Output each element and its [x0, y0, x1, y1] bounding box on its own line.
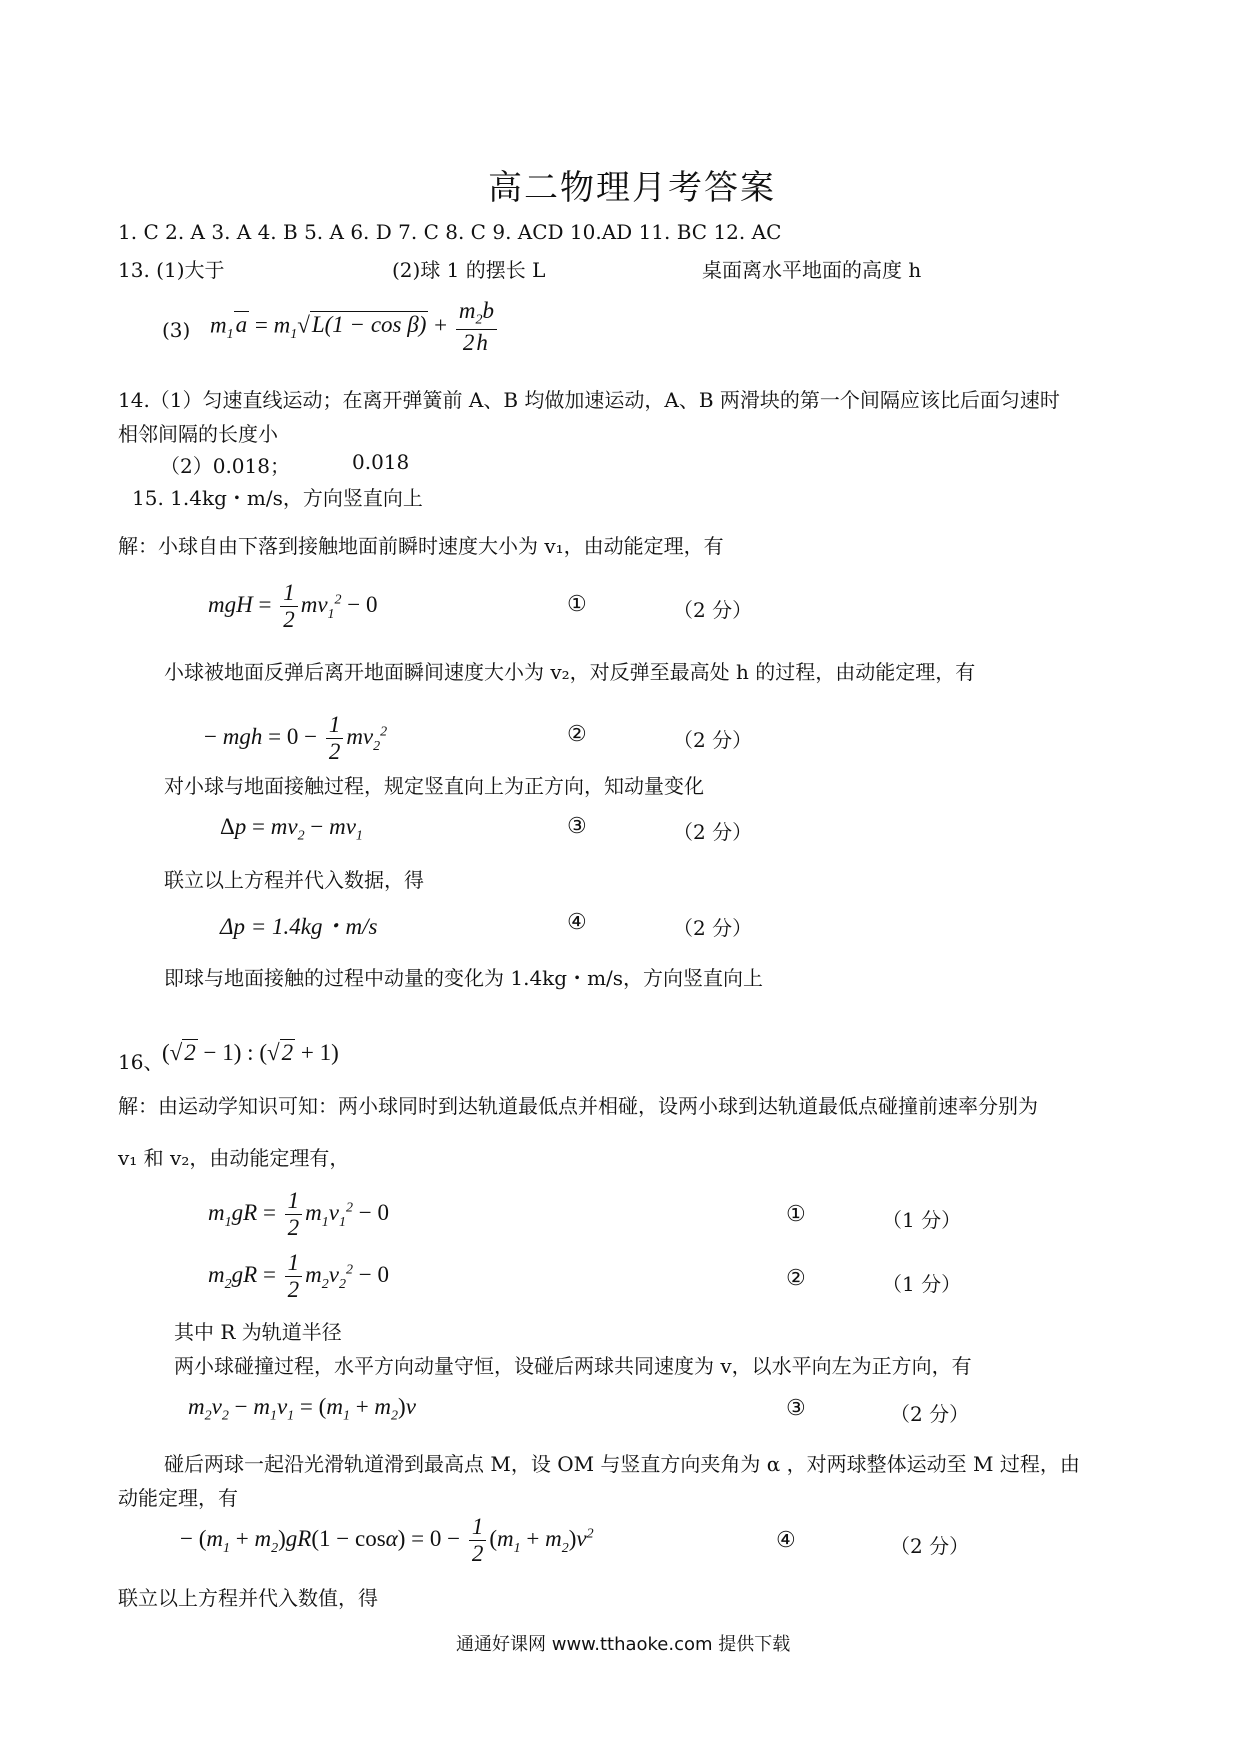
q15-mark3: ③: [567, 814, 587, 839]
q15-sol1: 解：小球自由下落到接触地面前瞬时速度大小为 v₁，由动能定理，有: [118, 534, 724, 558]
q14-line1: 14.（1）匀速直线运动；在离开弹簧前 A、B 均做加速运动，A、B 两滑块的第一个间隔应该比后面匀速时: [118, 388, 1060, 412]
q14-line3b: 0.018: [352, 450, 410, 474]
q15-conclusion: 即球与地面接触的过程中动量的变化为 1.4kg・m/s，方向竖直向上: [164, 966, 764, 990]
q15-score4: （2 分）: [673, 916, 753, 940]
q13-formula: $m_1a = m_1√L(1 - \cos \beta)$ + $\frac{m_2b}{2h}$: [210, 298, 500, 356]
q15-mark4: ④: [567, 910, 587, 935]
q15-score3: （2 分）: [673, 820, 753, 844]
q15-mark1: ①: [567, 592, 587, 617]
q16-sol6: 动能定理，有: [118, 1486, 238, 1510]
q15-answer: 15. 1.4kg・m/s，方向竖直向上: [132, 486, 423, 510]
q16-answer: (√2 − 1) : (√2 + 1): [162, 1040, 339, 1065]
q13-part3-label: (3): [162, 318, 191, 342]
q16-sol4: 两小球碰撞过程，水平方向动量守恒，设碰后两球共同速度为 v，以水平向左为正方向，有: [174, 1354, 972, 1378]
q16-sol5: 碰后两球一起沿光滑轨道滑到最高点 M，设 OM 与竖直方向夹角为 α ，对两球整体运动至 M 过程，由: [164, 1452, 1080, 1476]
q16-score1: （1 分）: [882, 1208, 962, 1232]
q16-mark2: ②: [786, 1266, 806, 1291]
q15-score2: （2 分）: [673, 728, 753, 752]
q15-result: Δp = 1.4kg・m/s: [220, 914, 378, 939]
q16-eq2: $m_2gR$ = $\frac{1}{2}$ $m_2v_2^2 - 0$: [208, 1250, 389, 1303]
q16-score3: （2 分）: [890, 1402, 970, 1426]
q15-sol3: 对小球与地面接触过程，规定竖直向上为正方向，知动量变化: [164, 774, 704, 798]
q13-part2b: 桌面离水平地面的高度 h: [702, 258, 922, 282]
q1-12-answers: 1. C 2. A 3. A 4. B 5. A 6. D 7. C 8. C 9. ACD 10.AD 11. BC 12. AC: [118, 220, 782, 244]
q15-eq3: $\Delta p = mv_2 - mv_1$: [220, 814, 363, 844]
q16-mark1: ①: [786, 1202, 806, 1227]
q16-sol3: 其中 R 为轨道半径: [174, 1320, 342, 1344]
q16-mark3: ③: [786, 1396, 806, 1421]
q15-mark2: ②: [567, 722, 587, 747]
q15-sol4: 联立以上方程并代入数据，得: [164, 868, 424, 892]
q15-score1: （2 分）: [673, 598, 753, 622]
q16-sol1: 解：由运动学知识可知：两小球同时到达轨道最低点并相碰，设两小球到达轨道最低点碰撞前速率分别为: [118, 1094, 1038, 1118]
page-footer: 通通好课网 www.tthaoke.com 提供下载: [456, 1634, 791, 1655]
q16-eq4: − $(m_1 + m_2)gR(1 - \cos\alpha) = 0$ − $\frac{1}{2}$ $(m_1 + m_2)v^2$: [180, 1514, 594, 1567]
q14-line3a: （2）0.018；: [160, 454, 290, 478]
q16-sol2: v₁ 和 v₂，由动能定理有，: [118, 1146, 350, 1170]
q16-eq3: $m_2v_2 - m_1v_1 = (m_1 + m_2)v$: [188, 1394, 416, 1424]
q13-part2: (2)球 1 的摆长 L: [392, 258, 546, 282]
q16-score4: （2 分）: [890, 1534, 970, 1558]
q13-part1: 13. (1)大于: [118, 258, 225, 282]
q16-label: 16、: [118, 1050, 164, 1074]
q16-sol7: 联立以上方程并代入数值，得: [118, 1586, 378, 1610]
q15-sol2: 小球被地面反弹后离开地面瞬间速度大小为 v₂，对反弹至最高处 h 的过程，由动能定理，有: [164, 660, 976, 684]
q15-eq2: − mgh = 0 − $\frac{1}{2}$ $mv_2^2$: [204, 712, 388, 765]
page-title: 高二物理月考答案: [488, 168, 776, 208]
q16-mark4: ④: [776, 1528, 796, 1553]
q16-eq1: $m_1gR$ = $\frac{1}{2}$ $m_1v_1^2 - 0$: [208, 1188, 389, 1241]
q14-line2: 相邻间隔的长度小: [118, 422, 278, 446]
q15-eq1: mgH = $\frac{1}{2}$ $mv_1^2 - 0$: [208, 580, 378, 633]
q16-score2: （1 分）: [882, 1272, 962, 1296]
